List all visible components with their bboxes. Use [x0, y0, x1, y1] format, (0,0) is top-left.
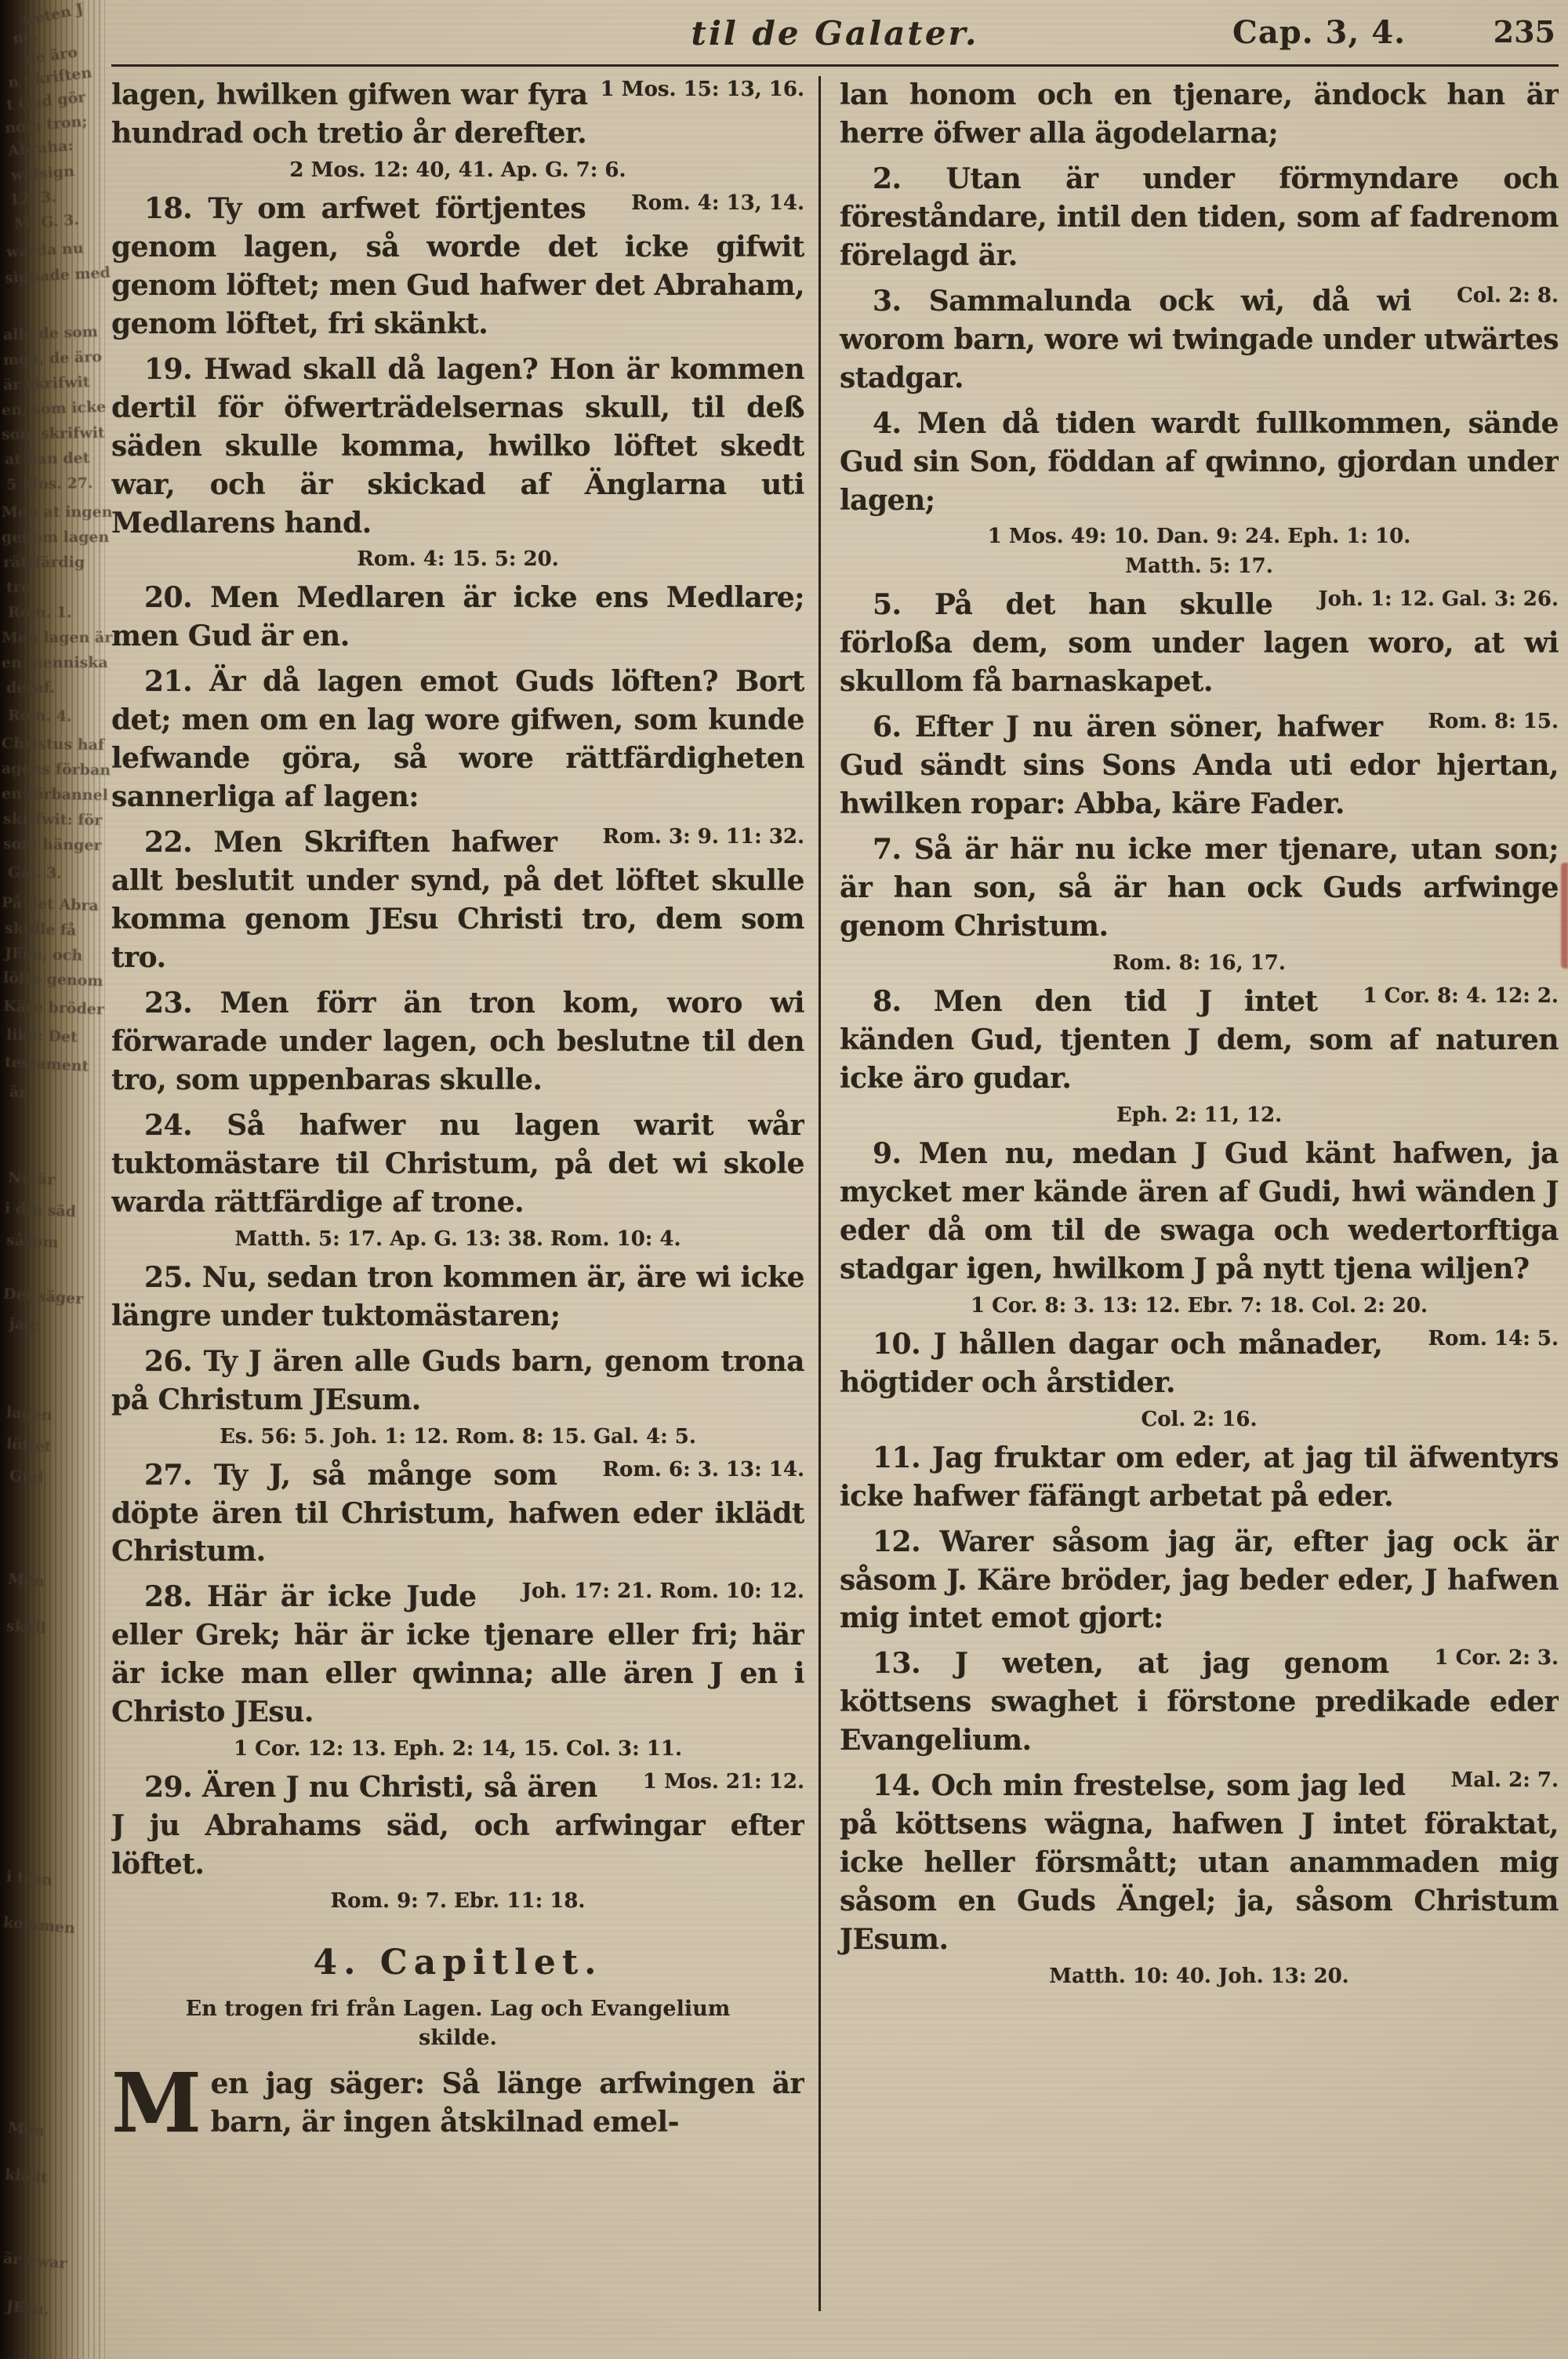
- page-edge-text-fragment: M. G. 3.: [13, 211, 80, 233]
- page-edge-text-fragment: är:: [9, 1083, 33, 1102]
- scripture-reference: Rom. 14: 5.: [1428, 1326, 1559, 1350]
- scripture-reference: Matth. 10: 40. Joh. 13: 20.: [1049, 1965, 1349, 1989]
- page-edge-text-fragment: wälsign: [10, 162, 75, 184]
- page-edge-text-fragment: 12: 3.: [9, 187, 57, 209]
- verse-paragraph: 19. Hwad skall då lagen? Hon är kommen dertil för öfwerträdelsernas skull, til deß säden skulle komma, hwilko löftet skedt war, och är skickad af Änglarna uti Medlarens hand.: [111, 352, 804, 540]
- page-edge-text-fragment: Nu är: [7, 1169, 56, 1189]
- scripture-reference: Rom. 4: 13, 14.: [631, 191, 804, 215]
- page-edge-text-fragment: at han det: [4, 449, 90, 468]
- text-column-right: [821, 76, 1559, 2311]
- page-edge-text-fragment: 5 Mos. 27.: [5, 474, 93, 493]
- verse-paragraph: Men jag säger: Så länge arfwingen är barn, är ingen åtskilnad emel-: [111, 2054, 804, 2151]
- scripture-reference: Eph. 2: 11, 12.: [1116, 1103, 1283, 1127]
- page-edge-text-fragment: löftet: [5, 1435, 53, 1456]
- verse-paragraph: 1 Mos. 21: 12. 29. Ären J nu Christi, så ären J ju Abrahams säd, och arfwingar efter löftet.: [111, 1770, 804, 1881]
- running-title: til de Galater.: [691, 14, 979, 53]
- scripture-reference: Matth. 5: 17.: [1125, 554, 1273, 579]
- verse-paragraph: Rom. 4: 13, 14. 18. Ty om arfwet förtjentes genom lagen, så worde det icke gifwit genom löftet; men Gud hafwer det Abraham, genom löftet, fri skänkt.: [111, 191, 804, 340]
- scripture-reference: Col. 2: 16.: [1141, 1407, 1258, 1431]
- page-edge-text-fragment: är hwar: [2, 2249, 68, 2273]
- verse-paragraph: 1 Mos. 15: 13, 16. lagen, hwilken gifwen war fyra hundrad och tretio år derefter.: [111, 78, 804, 150]
- text-columns: [111, 76, 1559, 2311]
- verse-paragraph: 23. Men förr än tron kom, woro wi förwarade under lagen, och beslutne til den tro, som uppenbaras skulle.: [111, 987, 804, 1096]
- page-edge-text-fragment: JEsu, och: [4, 944, 83, 965]
- scripture-reference: Rom. 3: 9. 11: 32.: [602, 825, 804, 849]
- page-edge-text-fragment: en menniska: [2, 654, 108, 671]
- page-edge-text-fragment: en förbannel: [1, 784, 109, 805]
- page-edge-text-fragment: agens förban: [1, 759, 111, 780]
- verse-paragraph: Col. 2: 8. 3. Sammalunda ock wi, då wi worom barn, wore wi twingade under utwärtes stadgar.: [840, 283, 1559, 394]
- scripture-reference: Es. 56: 5. Joh. 1: 12. Rom. 8: 15. Gal. 4: 5.: [220, 1424, 696, 1448]
- page-edge-text-fragment: t Gud gör: [5, 88, 87, 114]
- page-edge-text-fragment: skrifwit: för: [2, 809, 103, 830]
- scripture-reference: Joh. 17: 21. Rom. 10: 12.: [521, 1579, 804, 1604]
- page-edge-text-fragment: signade med: [4, 264, 111, 287]
- page-edge-text-fragment: warda nu: [5, 239, 85, 261]
- verse-paragraph: 1 Cor. 2: 3. 13. J weten, at jag genom köttsens swaghet i förstone predikade eder Evangelium.: [840, 1646, 1559, 1757]
- page-edge-text-fragment: Käre bröder: [2, 997, 105, 1019]
- page-edge-text-fragment: nom tron;: [4, 112, 89, 137]
- verse-paragraph: Rom. 14: 5. 10. J hållen dagar och månader, högtider och årstider.: [840, 1326, 1559, 1399]
- page-edge-text-fragment: skulle få: [4, 919, 77, 940]
- verse-paragraph: 7. Så är här nu icke mer tjenare, utan son; är han son, så är han ock Guds arfwinge genom Christum.: [840, 833, 1559, 943]
- verse-paragraph: Joh. 1: 12. Gal. 3: 26. 5. På det han skulle förloßa dem, som under lagen woro, at wi skullom få barnaskapet.: [840, 587, 1559, 699]
- page-edge-text-fragment: Det säger: [2, 1285, 85, 1308]
- page-edge-text-fragment: Christus haf: [1, 734, 105, 754]
- page-edge-text-fragment: Rom. 4.: [7, 707, 72, 725]
- verse-paragraph: lan honom och en tjenare, ändock han är herre öfwer alla ägodelarna;: [840, 78, 1559, 150]
- scripture-reference: Col. 2: 8.: [1457, 283, 1559, 307]
- header-rule: [111, 64, 1559, 67]
- page-edge-text-fragment: Gud: [9, 1467, 45, 1487]
- verse-paragraph: Rom. 3: 9. 11: 32. 22. Men Skriften hafwer allt beslutit under synd, på det löftet skulle komma genom JEsu Christi tro, dem som tro.: [111, 825, 804, 975]
- verse-paragraph: 24. Så hafwer nu lagen warit wår tuktomästare til Christum, på det wi skole warda rättfärdige af trone.: [111, 1108, 804, 1219]
- page-edge-text-fragment: kommen: [2, 1914, 76, 1937]
- scripture-reference: Mal. 2: 7.: [1450, 1768, 1559, 1793]
- chapter-summary: En trogen fri från Lagen. Lag och Evangelium skilde.: [185, 1997, 731, 2050]
- scripture-reference: 1 Mos. 15: 13, 16.: [600, 78, 804, 101]
- page-edge-text-fragment: lagen: [5, 1403, 53, 1425]
- scripture-reference: 1 Cor. 2: 3.: [1434, 1646, 1559, 1670]
- page-edge-text-fragment: deraf.: [6, 679, 55, 696]
- page-edge-text-fragment: Men: [7, 1570, 45, 1590]
- scripture-reference: 1 Mos. 49: 10. Dan. 9: 24. Eph. 1: 10.: [987, 525, 1411, 549]
- margin-red-mark: [1561, 863, 1568, 969]
- scripture-reference: Rom. 6: 3. 13: 14.: [602, 1457, 804, 1481]
- page-edge-text-fragment: en, som icke: [1, 398, 107, 420]
- scripture-reference: Rom. 9: 7. Ebr. 11: 18.: [330, 1889, 586, 1914]
- page-edge-text-fragment: klädt: [4, 2165, 49, 2187]
- verse-paragraph: Mal. 2: 7. 14. Och min frestelse, som jag led på köttsens wägna, hafwen J intet föraktat, icke heller försmått; utan anammaden mig såsom en Guds Ängel; ja, såsom Christum JEsum.: [840, 1768, 1559, 1957]
- verse-paragraph: 1 Cor. 8: 4. 12: 2. 8. Men den tid J intet känden Gud, tjenten J dem, som af naturen icke äro gudar.: [840, 984, 1559, 1095]
- page-edge-text-fragment: weten J: [20, 0, 85, 30]
- verse-paragraph: 20. Men Medlaren är icke ens Medlare; men Gud är en.: [111, 581, 804, 653]
- page-edge-text-fragment: löfte genom: [2, 969, 103, 990]
- scripture-reference: 1 Cor. 8: 3. 13: 12. Ebr. 7: 18. Col. 2: 20.: [970, 1293, 1428, 1318]
- scripture-reference: Matth. 5: 17. Ap. G. 13: 38. Rom. 10: 4.: [234, 1227, 681, 1251]
- verse-paragraph: 21. Är då lagen emot Guds löften? Bort det; men om en lag wore gifwen, som kunde lefwande göra, så wore rättfärdigheten sannerliga af lagen:: [111, 665, 804, 814]
- page-edge-text-fragment: Gal. 3.: [7, 863, 63, 882]
- verse-paragraph: 25. Nu, sedan tron kommen är, äre wi icke längre under tuktomästaren;: [111, 1260, 804, 1332]
- page-edge-text-fragment: alle de som: [2, 322, 99, 344]
- verse-paragraph: 4. Men då tiden wardt fullkommen, sände Gud sin Son, föddan af qwinno, gjordan under lagen;: [840, 406, 1559, 517]
- verse-paragraph: Joh. 17: 21. Rom. 10: 12. 28. Här är icke Jude eller Grek; här är icke tjenare eller fri; här är icke man eller qwinna; alle ären J en i Christo JEsu.: [111, 1579, 804, 1729]
- page-edge-text-fragment: såsom: [5, 1231, 60, 1252]
- page-edge-text-fragment: Rom. 1.: [8, 604, 72, 621]
- page-edge-text-fragment: som skrifwit: [1, 423, 105, 444]
- page-edge-text-fragment: tro.: [6, 579, 36, 596]
- page-edge-text-fragment: På det Abra: [1, 893, 100, 915]
- verse-paragraph: 12. Warer såsom jag är, efter jag ock är såsom J. Käre bröder, jag beder eder, J hafwen mig intet emot gjort:: [840, 1525, 1559, 1635]
- verse-paragraph: Rom. 8: 15. 6. Efter J nu ären söner, hafwer Gud sändt sins Sons Anda uti edor hjertan, hwilken ropar: Abba, käre Fader.: [840, 710, 1559, 821]
- chapter-heading: 4. Capitlet.: [313, 1943, 603, 1983]
- page-edge-text-fragment: Men lagen är: [2, 629, 113, 646]
- page-edge-text-fragment: JEsu.: [5, 2297, 50, 2319]
- page-edge-text-fragment: lika: Det: [5, 1026, 78, 1046]
- text-column-left: [111, 76, 804, 2311]
- page-edge-text-fragment: i din säd: [4, 1199, 77, 1221]
- verse-paragraph: 2. Utan är under förmyndare och föreståndare, intil den tiden, som af fadrenom förelagd är.: [840, 162, 1559, 272]
- page-number: 235: [1493, 14, 1555, 49]
- page-edge-text-fragment: ne,: [11, 26, 40, 48]
- page-edge-text-fragment: Men at ingen: [2, 503, 113, 521]
- page-edge-text-fragment: Men: [7, 2118, 45, 2140]
- page-edge-text-fragment: som hänger: [2, 834, 102, 855]
- scripture-reference: 1 Mos. 21: 12.: [642, 1770, 804, 1794]
- page-edge-text-fragment: genom lagen: [2, 529, 110, 546]
- verse-paragraph: 11. Jag fruktar om eder, at jag til äfwentyrs icke hafwer fäfängt arbetat på eder.: [840, 1441, 1559, 1513]
- page-edge-text-fragment: skall: [5, 1617, 47, 1637]
- page-edge-text-fragment: n Skriften: [7, 64, 93, 92]
- scripture-reference: 2 Mos. 12: 40, 41. Ap. G. 7: 6.: [289, 158, 626, 182]
- page-edge-text-fragment: jag:: [9, 1314, 42, 1335]
- scripture-reference: 1 Cor. 12: 13. Eph. 2: 14, 15. Col. 3: 11.: [233, 1737, 682, 1761]
- page-edge-text-fragment: i tron: [5, 1867, 53, 1889]
- verse-paragraph: Rom. 6: 3. 13: 14. 27. Ty J, så månge som döpte ären til Christum, hafwen eder iklädt Christum.: [111, 1457, 804, 1568]
- binding-edge: [0, 0, 113, 2359]
- scripture-reference: Rom. 4: 15. 5: 20.: [357, 547, 559, 572]
- page-edge-text-fragment: rättfärdig: [3, 554, 85, 571]
- verse-paragraph: 26. Ty J ären alle Guds barn, genom trona på Christum JEsum.: [111, 1344, 804, 1416]
- scripture-reference: Rom. 8: 15.: [1428, 710, 1559, 734]
- page-edge-text-fragment: mgå, de äro: [2, 347, 103, 369]
- verse-paragraph: 9. Men nu, medan J Gud känt hafwen, ja mycket mer kände ären af Gudi, hwi wänden J eder då om til de swaga och wedertorftiga stadgar igen, hwilkom J på nytt tjena wiljen?: [840, 1136, 1559, 1285]
- scripture-reference: 1 Cor. 8: 4. 12: 2.: [1363, 984, 1559, 1009]
- page-edge-text-fragment: testament: [4, 1053, 89, 1075]
- page-edge-text-fragment: Abraha:: [7, 136, 74, 160]
- drop-cap-initial: M: [111, 2054, 201, 2151]
- page: [111, 14, 1559, 2311]
- chapter-reference: Cap. 3, 4.: [1232, 14, 1406, 51]
- scripture-reference: Rom. 8: 16, 17.: [1112, 951, 1286, 976]
- page-header: [111, 14, 1559, 61]
- page-edge-text-fragment: de äro: [24, 43, 79, 68]
- scripture-reference: Joh. 1: 12. Gal. 3: 26.: [1318, 587, 1559, 612]
- page-edge-text-fragment: är skrifwit: [2, 373, 90, 394]
